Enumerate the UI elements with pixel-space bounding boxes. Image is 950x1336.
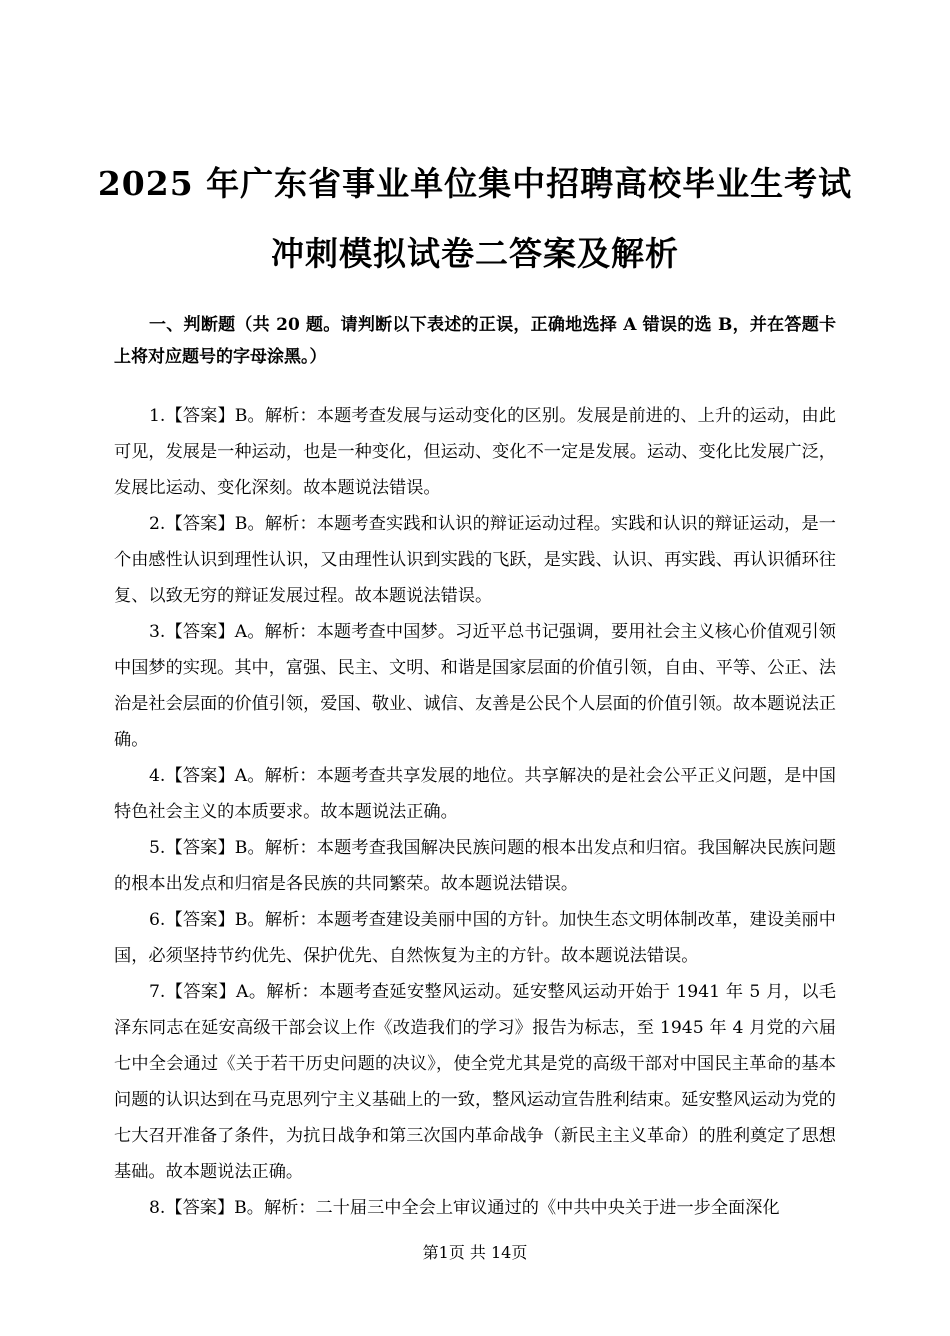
document-title-line-1: 2025 年广东省事业单位集中招聘高校毕业生考试 (97, 164, 853, 203)
answer-item-6: 6.【答案】B。解析：本题考查建设美丽中国的方针。加快生态文明体制改革，建设美丽中国，必须坚持节约优先、保护优先、自然恢复为主的方针。故本题说法错误。 (114, 910, 836, 966)
answer-item-5: 5.【答案】B。解析：本题考查我国解决民族问题的根本出发点和归宿。我国解决民族问题的根本出发点和归宿是各民族的共同繁荣。故本题说法错误。 (114, 838, 836, 894)
answer-item-1: 1.【答案】B。解析：本题考查发展与运动变化的区别。发展是前进的、上升的运动，由此可见，发展是一种运动，也是一种变化，但运动、变化不一定是发展。运动、变化比发展广泛，发展比运动、变化深刻。故本题说法错误。 (114, 406, 836, 498)
answer-item-8: 8.【答案】B。解析：二十届三中全会上审议通过的《中共中央关于进一步全面深化 (149, 1198, 780, 1218)
answer-item-4: 4.【答案】A。解析：本题考查共享发展的地位。共享解决的是社会公平正义问题，是中国特色社会主义的本质要求。故本题说法正确。 (114, 766, 836, 822)
page-number-footer: 第1页 共 14页 (422, 1243, 528, 1262)
answer-list (114, 398, 836, 1226)
document-title-line-2: 冲刺模拟试卷二答案及解析 (271, 234, 679, 273)
answer-item-3: 3.【答案】A。解析：本题考查中国梦。习近平总书记强调，要用社会主义核心价值观引领中国梦的实现。其中，富强、民主、文明、和谐是国家层面的价值引领，自由、平等、公正、法治是社会层面的价值引领，爱国、敬业、诚信、友善是公民个人层面的价值引领。故本题说法正确。 (114, 622, 836, 750)
section-heading: 一、判断题（共 20 题。请判断以下表述的正误，正确地选择 A 错误的选 B，并在答题卡上将对应题号的字母涂黑。） (114, 315, 836, 367)
answer-item-2: 2.【答案】B。解析：本题考查实践和认识的辩证运动过程。实践和认识的辩证运动，是一个由感性认识到理性认识，又由理性认识到实践的飞跃，是实践、认识、再实践、再认识循环往复、以致无穷的辩证发展过程。故本题说法错误。 (114, 514, 836, 606)
answer-item-7: 7.【答案】A。解析：本题考查延安整风运动。延安整风运动开始于 1941 年 5 月，以毛泽东同志在延安高级干部会议上作《改造我们的学习》报告为标志，至 1945 年 4 月党的六届七中全会通过《关于若干历史问题的决议》，使全党尤其是党的高级干部对中国民主革命的基本问题的认识达到在马克思列宁主义基础上的一致，整风运动宣告胜利结束。延安整风运动为党的七大召开准备了条件，为抗日战争和第三次国内革命战争（新民主主义革命）的胜利奠定了思想基础。故本题说法正确。 (114, 982, 836, 1182)
